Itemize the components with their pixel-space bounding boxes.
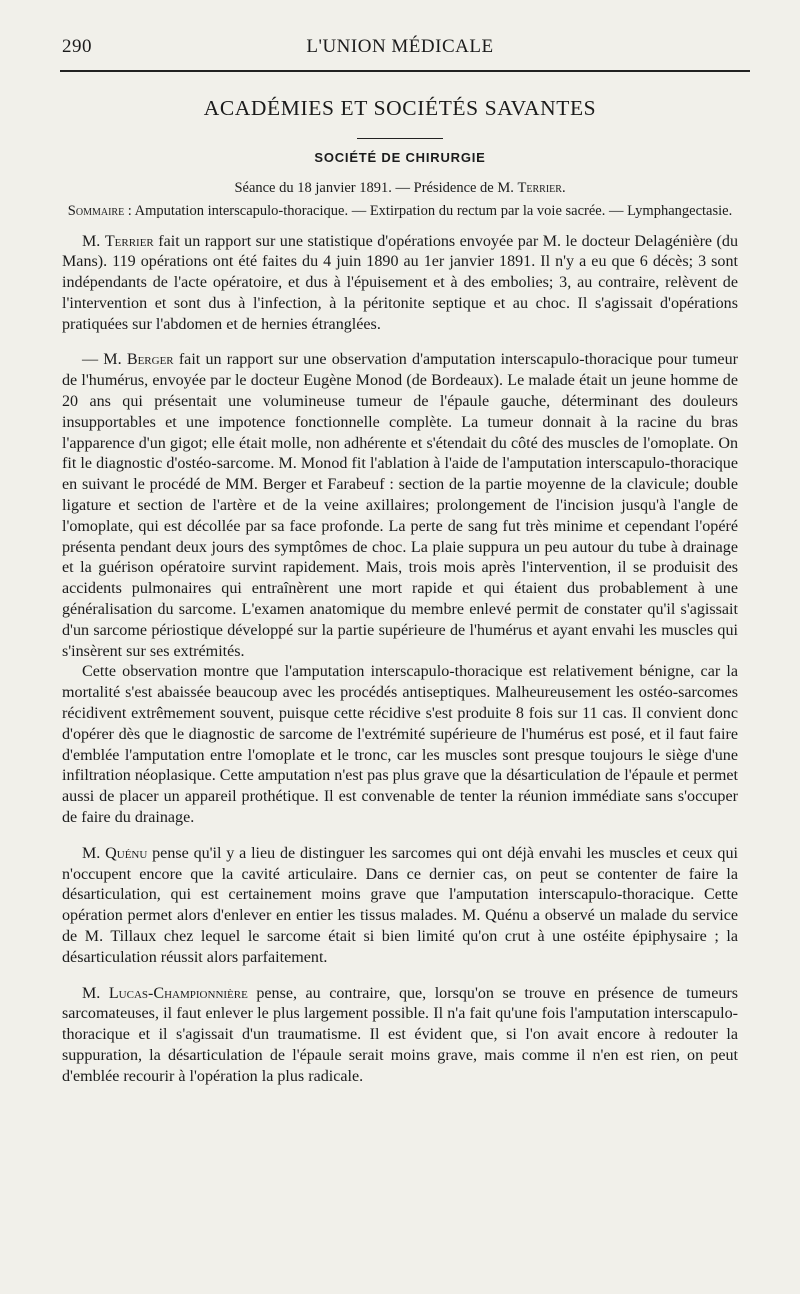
paragraph-text: pense qu'il y a lieu de distinguer les sarcomes qui ont déjà envahi les muscles et ceux qui n'occupent encore que la cavité articulaire. Dans ce dernier cas, on peut se contenter de faire la désarticulation, qui est certainement moins grave que l'amputation interscapulo-thoracique. Cette opération permet alors d'enlever en entier les tissus malades. M. Quénu a observé un malade du service de M. Tillaux chez lequel le sarcome était si bien limité qu'on crut à une ostéite épiphysaire ; la désarticulation réussit alors parfaitement.	[62, 844, 738, 966]
session-line: Séance du 18 janvier 1891. — Présidence de M. Terrier.	[234, 180, 566, 196]
paragraph-observation	[62, 662, 738, 828]
speaker-name: Quénu	[105, 844, 148, 862]
paragraph-text: pense, au contraire, que, lorsqu'on se trouve en présence de tumeurs sarcomateuses, il faut enlever le plus largement possible. Il n'a fait qu'une fois l'amputation interscapulo-thoracique et il s'agissait d'un traumatisme. Il est évident que, si l'on avait encore à redouter la suppuration, la désarticulation de l'épaule serait moins grave, mais comme il n'en est rien, on peut d'emblée recourir à l'opération la plus radicale.	[62, 984, 739, 1085]
paragraph-berger: — M. Berger fait un rapport sur une observation d'amputation interscapulo-thoracique pour tumeur de l'humérus, envoyée par le docteur Eugène Monod (de Bordeaux). Le malade était un jeune homme de 20 ans qui présentait une volumineuse tumeur de l'épaule gauche, déterminant des douleurs insupportables et une impotence fonctionnelle complète. La tumeur donnait à la racine du bras l'apparence d'un gigot; elle était molle, non adhérente et s'étendait du côté des muscles de l'omoplate. On fit le diagnostic d'ostéo-sarcome. M. Monod fit l'ablation à l'aide de l'amputation interscapulo-thoracique en suivant le procédé de MM. Berger et Farabeuf : section de la partie moyenne de la clavicule; double ligature et section de l'artère et de la veine axillaires; prolongement de l'incision jusqu'à l'angle de l'omoplate, qui est décollée par sa face profonde. La perte de sang fut très minime et cependant l'opéré présenta pendant deux jours des symptômes de choc. La plaie suppura un peu autour du tube à drainage et la guérison opératoire survint rapidement. Mais, trois mois après l'intervention, il se produisit des accidents pulmonaires qui entraînèrent une mort rapide et qui étaient dus probablement à une généralisation du sarcome. L'examen anatomique du membre enlevé permit de constater qu'il s'agissait d'un sarcome périostique développé sur la partie supérieure de l'humérus et ayant envahi les muscles qui s'insèrent sur ses extrémités.	[62, 351, 738, 660]
paragraph-text: fait un rapport sur une statistique d'opérations envoyée par M. le docteur Delagénière (du Mans). 119 opérations ont été faites du 4 juin 1890 au 1er janvier 1891. Il n'y a eu que 6 décès; 3 sont indépendants de l'acte opératoire, et dus à l'épuisement et à des embolies; 3, au contraire, relèvent de l'intervention et sont dus à l'infection, à la péritonite septique et au choc. Il s'agissait d'opérations pratiquées sur l'abdomen et de hernies étranglées.	[62, 232, 738, 333]
speaker-name: Terrier	[104, 232, 154, 250]
paragraph-quenu: M. Quénu pense qu'il y a lieu de distinguer les sarcomes qui ont déjà envahi les muscles et ceux qui n'occupent encore que la cavité articulaire. Dans ce dernier cas, on peut se contenter de faire la désarticulation, qui est certainement moins grave que l'amputation interscapulo-thoracique. Cette opération permet alors d'enlever en entier les tissus malades. M. Quénu a observé un malade du service de M. Tillaux chez lequel le sarcome était si bien limité qu'on crut à une ostéite épiphysaire ; la désarticulation réussit alors parfaitement.	[62, 844, 738, 966]
paragraph-text: fait un rapport sur une observation d'amputation interscapulo-thoracique pour tumeur de l'humérus, envoyée par le docteur Eugène Monod (de Bordeaux). Le malade était un jeune homme de 20 ans qui présentait une volumineuse tumeur de l'épaule gauche, déterminant des douleurs insupportables et une impotence fonctionnelle complète. La tumeur donnait à la racine du bras l'apparence d'un gigot; elle était molle, non adhérente et s'étendait du côté des muscles de l'omoplate. On fit le diagnostic d'ostéo-sarcome. M. Monod fit l'ablation à l'aide de l'amputation interscapulo-thoracique en suivant le procédé de MM. Berger et Farabeuf : section de la partie moyenne de la clavicule; double ligature et section de l'artère et de la veine axillaires; prolongement de l'incision jusqu'à l'angle de l'omoplate, qui est décollée par sa face profonde. La perte de sang fut très minime et cependant l'opéré présenta pendant deux jours des symptômes de choc. La plaie suppura un peu autour du tube à drainage et la guérison opératoire survint rapidement. Mais, trois mois après l'intervention, il se produisit des accidents pulmonaires qui entraînèrent une mort rapide et qui étaient dus probablement à une généralisation du sarcome. L'examen anatomique du membre enlevé permit de constater qu'il s'agissait d'un sarcome périostique développé sur la partie supérieure de l'humérus et ayant envahi les muscles qui s'insèrent sur ses extrémités.	[62, 351, 738, 660]
journal-page	[62, 36, 738, 1088]
paragraph-terrier: M. Terrier fait un rapport sur une statistique d'opérations envoyée par M. le docteur Delagénière (du Mans). 119 opérations ont été faites du 4 juin 1890 au 1er janvier 1891. Il n'y a eu que 6 décès; 3 sont indépendants de l'acte opératoire, et dus à l'épuisement et à des embolies; 3, au contraire, relèvent de l'intervention et sont dus à l'infection, à la péritonite septique et au choc. Il s'agissait d'opérations pratiquées sur l'abdomen et de hernies étranglées.	[62, 232, 738, 333]
title-divider	[357, 138, 443, 139]
article-body	[62, 232, 738, 1088]
page-number: 290	[62, 36, 92, 57]
summary-text: Amputation interscapulo-thoracique. — Extirpation du rectum par la voie sacrée. — Lymphangectasie.	[134, 203, 733, 219]
society-name: SOCIÉTÉ DE CHIRURGIE	[314, 150, 486, 165]
paragraph-lucas-championniere: M. Lucas-Championnière pense, au contraire, que, lorsqu'on se trouve en présence de tumeurs sarcomateuses, il faut enlever le plus largement possible. Il n'a fait qu'une fois l'amputation interscapulo-thoracique et il s'agissait d'un traumatisme. Il est évident que, si l'on avait encore à redouter la suppuration, la désarticulation de l'épaule serait moins grave, mais comme il n'en est rien, on peut d'emblée recourir à l'opération la plus radicale.	[62, 984, 739, 1085]
running-header	[62, 36, 738, 64]
section-title: ACADÉMIES ET SOCIÉTÉS SAVANTES	[203, 96, 597, 120]
journal-title: L'UNION MÉDICALE	[306, 36, 494, 57]
session-president: Terrier	[517, 180, 562, 196]
header-rule	[60, 70, 750, 72]
speaker-name: Berger	[126, 351, 174, 369]
summary-label: Sommaire :	[67, 203, 132, 219]
session-date: Séance du 18 janvier 1891. — Présidence de M.	[234, 180, 514, 196]
paragraph-text: Cette observation montre que l'amputation interscapulo-thoracique est relativement bénigne, car la mortalité s'est abaissée beaucoup avec les procédés antiseptiques. Malheureusement les ostéo-sarcomes récidivent extrêmement souvent, puisque cette récidive s'est produite 8 fois sur 11 cas. Il convient donc d'opérer dès que le diagnostic de sarcome de l'extrémité supérieure de l'humérus est posé, et il faut faire d'emblée l'amputation entre l'omoplate et le tronc, car les muscles sont presque toujours le siège d'une infiltration néoplasique. Cette amputation n'est pas plus grave que la désarticulation de l'épaule et permet aussi de placer un appareil prothétique. Il est convenable de tenter la réunion immédiate sans s'occuper de faire du drainage.	[62, 663, 738, 827]
speaker-name: Lucas-Championnière	[108, 984, 248, 1002]
summary	[62, 202, 738, 222]
